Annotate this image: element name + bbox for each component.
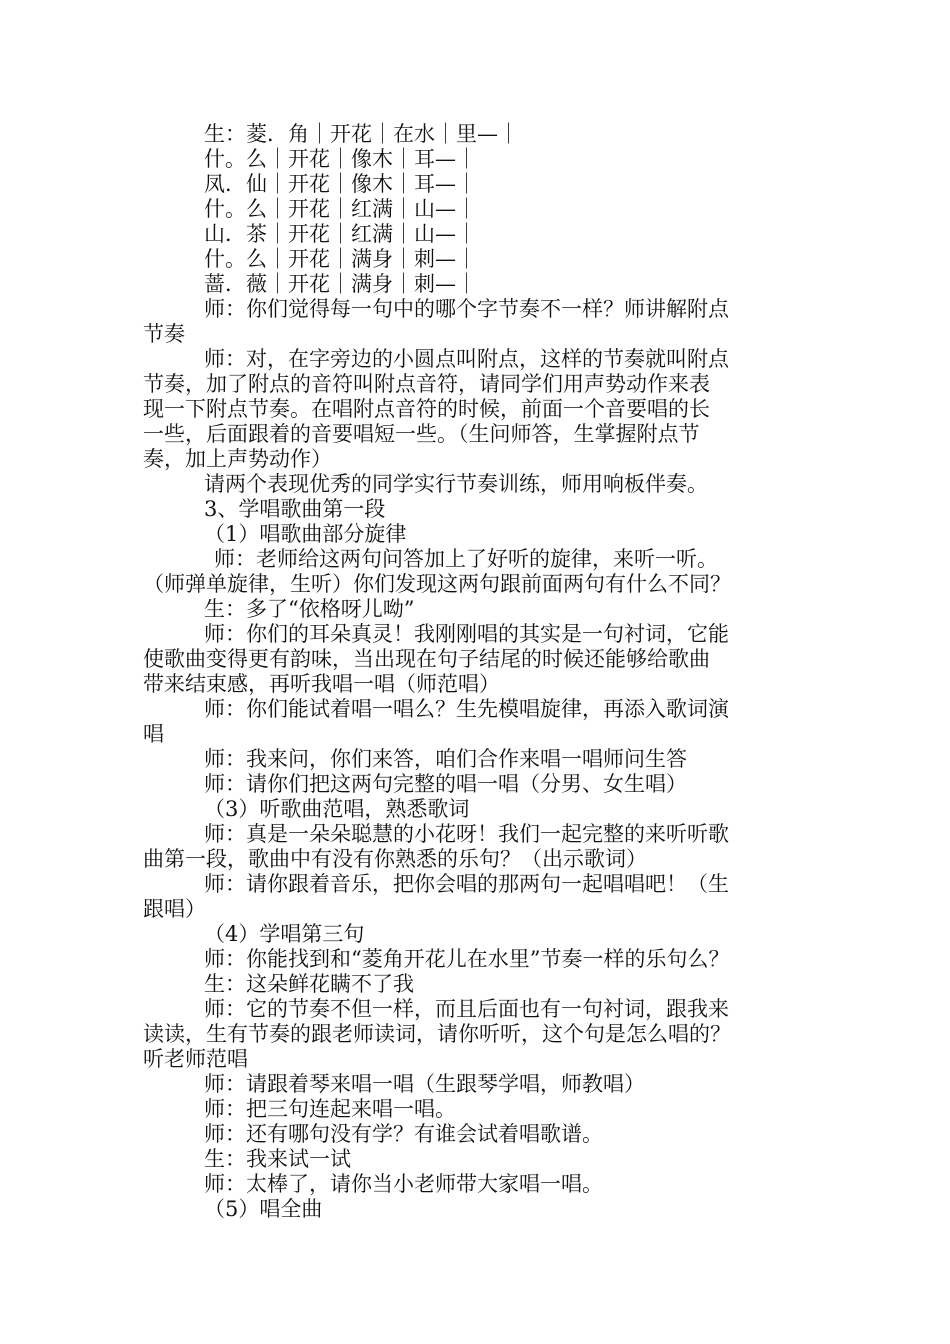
text-line: 节奏 (143, 322, 185, 346)
text-line: 奏，加上声势动作） (143, 447, 332, 471)
text-line: 师：你们的耳朵真灵！我刚刚唱的其实是一句衬词，它能 (204, 622, 729, 646)
text-line: 师：你们觉得每一句中的哪个字节奏不一样？师讲解附点 (204, 297, 729, 321)
text-line: 生：这朵鲜花瞒不了我 (204, 972, 414, 996)
text-line: 现一下附点节奏。在唱附点音符的时候，前面一个音要唱的长 (143, 397, 710, 421)
subsection-heading: （3）听歌曲范唱，熟悉歌词 (204, 797, 470, 821)
text-line: 带来结束感，再听我唱一唱（师范唱） (143, 672, 500, 696)
text-line: 一些，后面跟着的音要唱短一些。（生问师答，生掌握附点节 (143, 422, 700, 446)
text-line: 师：老师给这两句问答加上了好听的旋律，来听一听。 (214, 547, 718, 571)
text-line: 读读，生有节奏的跟老师读词，请你听听，这个句是怎么唱的？ (143, 1022, 731, 1046)
text-line: 生：我来试一试 (204, 1147, 351, 1171)
text-line: 师：它的节奏不但一样，而且后面也有一句衬词，跟我来 (204, 997, 729, 1021)
text-line: 师：对，在字旁边的小圆点叫附点，这样的节奏就叫附点 (204, 347, 729, 371)
text-line: 师：我来问，你们来答，咱们合作来唱一唱师问生答 (204, 747, 687, 771)
text-line: 蔷．薇｜开花｜满身｜刺—｜ (204, 272, 477, 296)
text-line: 什。么｜开花｜满身｜刺—｜ (204, 247, 477, 271)
text-line: 生：菱．角｜开花｜在水｜里—｜ (204, 122, 519, 146)
text-line: 师：你能找到和“菱角开花儿在水里”节奏一样的乐句么？ (204, 947, 730, 971)
text-line: 师：太棒了，请你当小老师带大家唱一唱。 (204, 1172, 603, 1196)
text-line: 请两个表现优秀的同学实行节奏训练，师用响板伴奏。 (204, 472, 708, 496)
text-line: （师弹单旋律，生听）你们发现这两句跟前面两句有什么不同？ (143, 572, 731, 596)
text-line: 曲第一段，歌曲中有没有你熟悉的乐句？（出示歌词） (143, 847, 647, 871)
section-heading: 3、学唱歌曲第一段 (204, 497, 386, 521)
text-line: 使歌曲变得更有韵味，当出现在句子结尾的时候还能够给歌曲 (143, 647, 710, 671)
text-line: 师：你们能试着唱一唱么？生先模唱旋律，再添入歌词演 (204, 697, 729, 721)
subsection-heading: （5）唱全曲 (204, 1197, 323, 1221)
text-line: 凤．仙｜开花｜像木｜耳—｜ (204, 172, 477, 196)
text-line: 师：请你跟着音乐，把你会唱的那两句一起唱唱吧！（生 (204, 872, 729, 896)
text-line: 跟唱） (143, 897, 206, 921)
text-line: 师：还有哪句没有学？有谁会试着唱歌谱。 (204, 1122, 603, 1146)
text-line: 师：真是一朵朵聪慧的小花呀！我们一起完整的来听听歌 (204, 822, 729, 846)
subsection-heading: （1）唱歌曲部分旋律 (204, 522, 407, 546)
text-line: 唱 (143, 722, 164, 746)
text-line: 生：多了“依格呀儿呦” (204, 597, 415, 621)
text-line: 师：请跟着琴来唱一唱（生跟琴学唱，师教唱） (204, 1072, 645, 1096)
text-line: 听老师范唱 (143, 1047, 248, 1071)
text-line: 师：请你们把这两句完整的唱一唱（分男、女生唱） (204, 772, 687, 796)
text-line: 什。么｜开花｜红满｜山—｜ (204, 197, 477, 221)
subsection-heading: （4）学唱第三句 (204, 922, 365, 946)
text-line: 师：把三句连起来唱一唱。 (204, 1097, 456, 1121)
text-line: 节奏，加了附点的音符叫附点音符，请同学们用声势动作来表 (143, 372, 710, 396)
text-line: 什。么｜开花｜像木｜耳—｜ (204, 147, 477, 171)
text-line: 山．茶｜开花｜红满｜山—｜ (204, 222, 477, 246)
